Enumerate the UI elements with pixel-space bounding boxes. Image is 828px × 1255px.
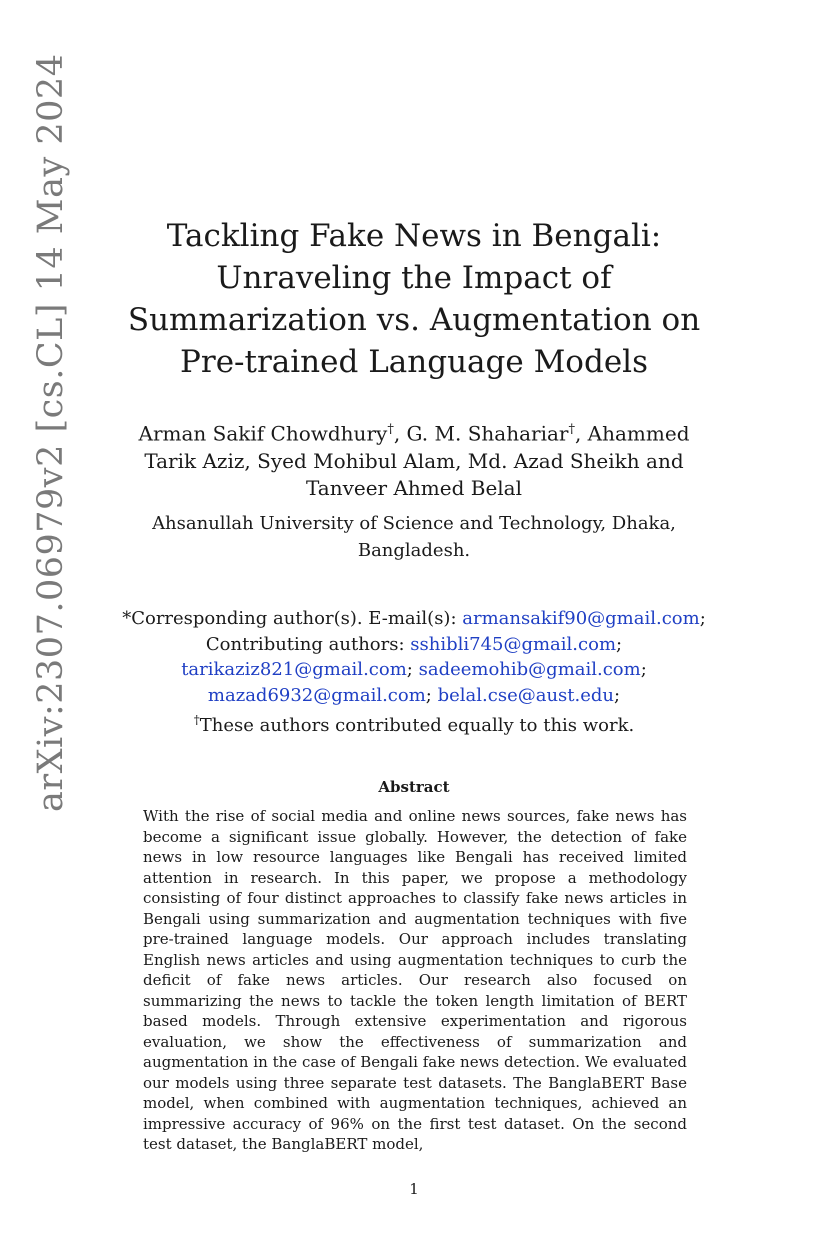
contributor-email-link[interactable]: sshibli745@gmail.com [410, 633, 617, 655]
author-separator: , [393, 421, 407, 446]
equal-contribution-mark: † [387, 422, 394, 437]
author-name: G. M. Shahariar [406, 421, 569, 446]
email-separator: ; [425, 684, 432, 706]
contributing-emails-line [100, 657, 728, 683]
contributor-email-link[interactable]: belal.cse@aust.edu [437, 684, 615, 706]
contributing-emails-line [100, 683, 728, 709]
equal-contribution-mark: † [193, 713, 200, 727]
contributing-label: Contributing authors: [205, 633, 411, 655]
paper-title: Tackling Fake News in Bengali: Unraveling the Impact of Summarization vs. Augmentation on Pre-trained Language Models [127, 218, 701, 380]
correspondence-block [100, 606, 728, 739]
email-separator: ; [614, 684, 621, 706]
email-separator: ; [616, 633, 623, 655]
affiliation: Ahsanullah University of Science and Technology, Dhaka, Bangladesh. [152, 513, 676, 561]
abstract-heading: Abstract [378, 778, 450, 796]
corresponding-author-line [100, 606, 728, 632]
email-separator: ; [640, 659, 647, 680]
contributing-authors-line [100, 632, 728, 658]
email-separator: ; [406, 659, 413, 680]
equal-contribution-mark: † [568, 422, 575, 437]
email-separator: ; [699, 608, 706, 629]
equal-contribution-text: These authors contributed equally to this work. [199, 715, 635, 736]
contributor-email-link[interactable]: mazad6932@gmail.com [207, 684, 426, 706]
page-number: 1 [409, 1180, 419, 1198]
author-name: Arman Sakif Chowdhury [138, 421, 388, 446]
contributor-email-link[interactable]: tarikaziz821@gmail.com [181, 659, 407, 680]
corresponding-label: *Corresponding author(s). E-mail(s): [122, 608, 463, 629]
remaining-authors: , Ahammed Tarik Aziz, Syed Mohibul Alam, Md. Azad Sheikh and Tanveer Ahmed Belal [144, 421, 690, 500]
contributor-email-link[interactable]: sadeemohib@gmail.com [418, 659, 641, 680]
arxiv-identifier: arXiv:2307.06979v2 [cs.CL] 14 May 2024 [31, 53, 71, 812]
author-list [120, 416, 708, 502]
equal-contribution-note [100, 708, 728, 739]
abstract-text: With the rise of social media and online news sources, fake news has become a significant issue globally. However, the detection of fake news in low resource languages like Bengali has received limited attention in research. In this paper, we propose a methodology consisting of four distinct approaches to classify fake news articles in Bengali using summarization and augmentation techniques with five pre-trained language models. Our approach includes translating English news articles and using augmentation techniques to curb the deficit of fake news articles. Our research also focused on summarizing the news to tackle the token length limitation of BERT based models. Through extensive experimentation and rigorous evaluation, we show the effectiveness of summarization and augmentation in the case of Bengali fake news detection. We evaluated our models using three separate test datasets. The BanglaBERT Base model, when combined with augmentation techniques, achieved an impressive accuracy of 96% on the first test dataset. On the second test dataset, the BanglaBERT model, [143, 807, 687, 1153]
corresponding-email-link[interactable]: armansakif90@gmail.com [462, 608, 700, 629]
